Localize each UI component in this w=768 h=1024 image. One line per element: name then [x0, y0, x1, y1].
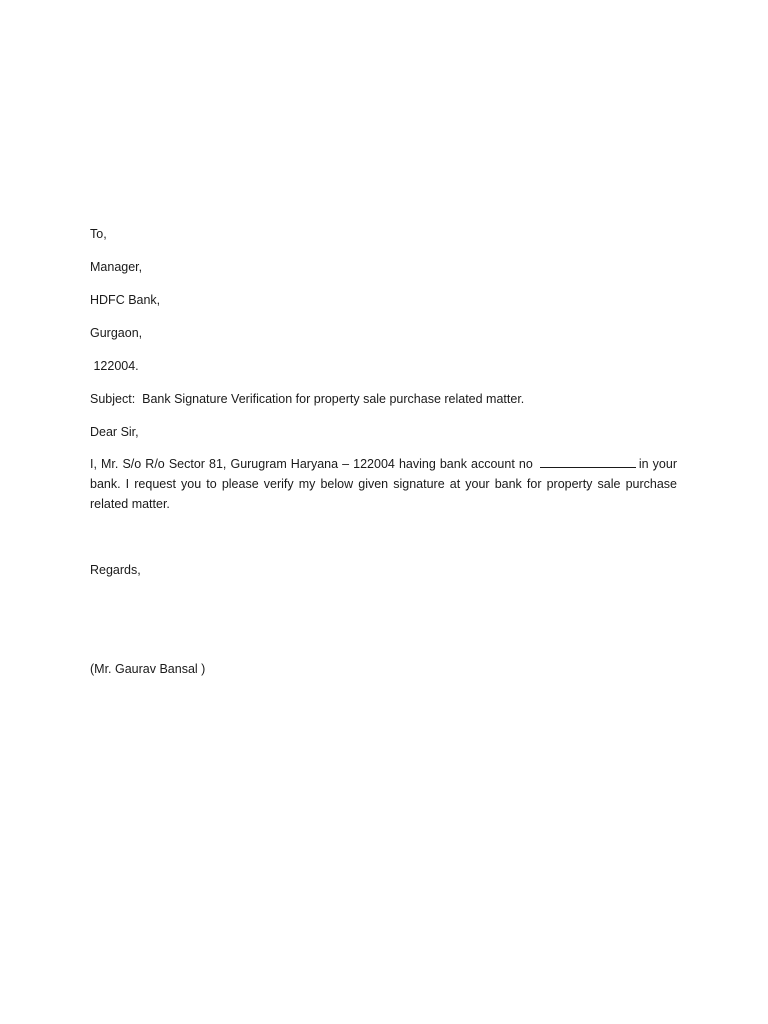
city: Gurgaon, [90, 326, 143, 340]
recipient-title: Manager, [90, 260, 143, 274]
bank-name: HDFC Bank, [90, 293, 161, 307]
body-text-part1: I, Mr. S/o R/o Sector 81, Gurugram Haryana – 122004 having bank account no [90, 457, 537, 471]
closing: Regards, [90, 563, 141, 577]
subject-line: Subject: Bank Signature Verification for property sale purchase related matter. [90, 392, 525, 406]
body-line-1 [90, 454, 677, 474]
body-line-3: related matter. [90, 497, 170, 511]
signatory-name: (Mr. Gaurav Bansal ) [90, 662, 206, 676]
salutation-to: To, [90, 227, 107, 241]
greeting: Dear Sir, [90, 425, 139, 439]
body-text-part2: in your [638, 457, 677, 471]
account-number-blank [540, 455, 636, 468]
body-line-2: bank. I request you to please verify my below given signature at your bank for property sale purchase [90, 477, 677, 491]
body-paragraph [90, 454, 677, 514]
pincode: 122004. [90, 359, 139, 373]
